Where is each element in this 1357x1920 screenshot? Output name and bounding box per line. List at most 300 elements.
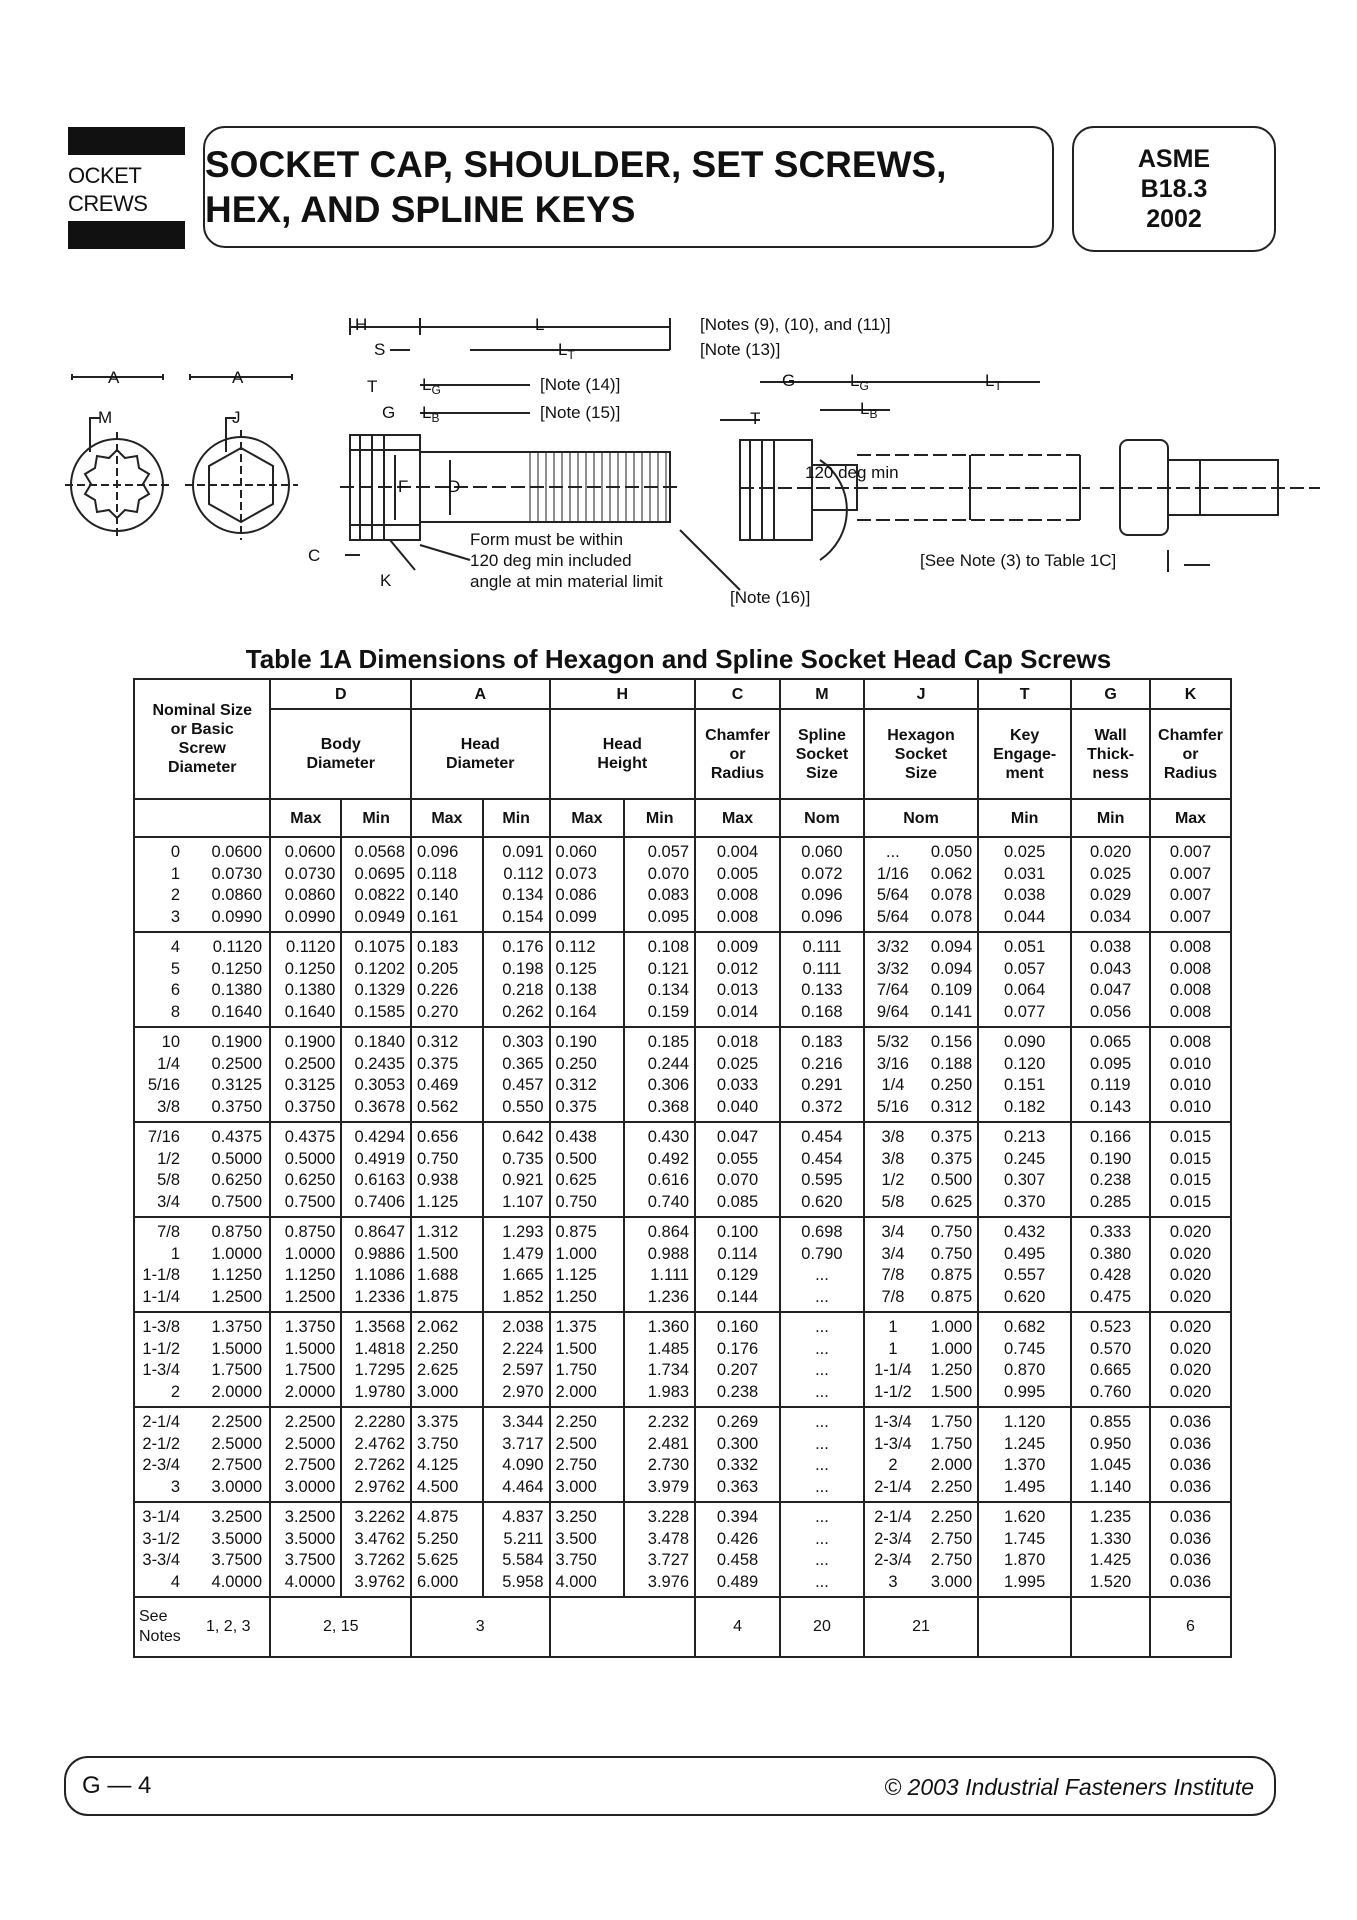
- cell-value: 0.489: [716, 1572, 759, 1591]
- hex-fraction: 3/8: [881, 1149, 905, 1168]
- cell-value: 0.198: [502, 959, 544, 978]
- cell-value: 0.015: [1169, 1149, 1212, 1168]
- cell-value: 0.950: [1089, 1434, 1132, 1453]
- table-cell: [624, 1502, 695, 1597]
- cell-value: 1.125: [555, 1266, 597, 1284]
- table-cell: [341, 1217, 411, 1312]
- see-notes-h: [550, 1597, 696, 1657]
- cell-value: 2.597: [502, 1361, 544, 1379]
- cell-value: 0.096: [801, 907, 843, 926]
- cell-value: 0.111: [802, 959, 842, 978]
- cell-value: 5.584: [502, 1551, 544, 1569]
- fig-label-lb2-sub: B: [869, 407, 878, 421]
- hex-decimal: 0.500: [930, 1171, 973, 1189]
- sub-a-max: Max: [411, 799, 483, 837]
- cell-value: 4.837: [502, 1508, 544, 1526]
- cell-value: 0.096: [417, 843, 459, 861]
- fig-label-lb2-main: L: [860, 399, 870, 418]
- cell-value: 1.107: [502, 1192, 544, 1211]
- fig-label-t: T: [367, 377, 378, 396]
- cell-value: 1.495: [1004, 1477, 1046, 1496]
- cell-value: 5.958: [502, 1572, 544, 1591]
- cell-value: 0.0568: [354, 843, 405, 861]
- cell-value: 5.250: [417, 1529, 459, 1548]
- cell-value: 0.008: [1169, 981, 1212, 999]
- sub-g-min: Min: [1071, 799, 1150, 837]
- cell-value: 0.312: [555, 1076, 597, 1094]
- hex-decimal: 0.094: [930, 938, 973, 956]
- cell-value: 0.0949: [354, 907, 405, 926]
- table-cell: [624, 1312, 695, 1407]
- cell-value: 0.134: [647, 981, 690, 999]
- cell-value: 0.370: [1004, 1192, 1046, 1211]
- fig-label-s: S: [374, 340, 386, 359]
- cell-value: 1.734: [647, 1361, 690, 1379]
- cell-value: 3.7500: [284, 1551, 336, 1569]
- cell-value: 2.232: [647, 1413, 690, 1431]
- cell-value: 0.1840: [354, 1033, 405, 1051]
- hex-fraction: 1-3/4: [874, 1413, 912, 1431]
- basic-diameter: 3.5000: [211, 1529, 262, 1548]
- cell-value: 0.070: [716, 1171, 759, 1189]
- basic-diameter: 3.7500: [211, 1551, 262, 1569]
- hex-decimal: 0.050: [930, 843, 973, 861]
- cell-value: 3.228: [647, 1508, 690, 1526]
- col-name-hexagon-socket: Hexagon Socket Size: [864, 709, 978, 799]
- table-cell: [1071, 932, 1150, 1027]
- fig-form-note-1: Form must be within: [470, 530, 624, 549]
- basic-diameter: 1.3750: [211, 1318, 262, 1336]
- table-cell: [864, 1312, 978, 1407]
- cell-value: 0.091: [502, 843, 544, 861]
- cell-value: 0.034: [1089, 907, 1132, 926]
- table-cell: [624, 837, 695, 932]
- cell-value: 0.380: [1089, 1244, 1132, 1263]
- basic-diameter: 0.0730: [211, 864, 262, 883]
- cell-value: 0.375: [417, 1054, 459, 1073]
- nominal-size: 1-1/4: [142, 1287, 180, 1306]
- cell-value: 0.495: [1004, 1244, 1046, 1263]
- table-cell: [270, 1312, 341, 1407]
- page-number: G — 4: [82, 1772, 152, 1799]
- nominal-size-cell: [134, 1312, 270, 1407]
- table-cell: [978, 1502, 1071, 1597]
- table-cell: [1150, 1217, 1231, 1312]
- cell-value: 0.625: [555, 1171, 597, 1189]
- cell-value: 1.485: [647, 1339, 690, 1358]
- nominal-size: 1: [170, 1244, 180, 1263]
- cell-value: 2.2500: [284, 1413, 336, 1431]
- fig-label-t2: T: [750, 409, 761, 428]
- cell-value: 0.008: [1169, 959, 1212, 978]
- table-cell: [270, 1027, 341, 1122]
- section-tab-bar-bottom: [68, 221, 185, 249]
- nominal-size: 5/16: [147, 1076, 180, 1094]
- cell-value: 0.020: [1089, 843, 1132, 861]
- cell-value: 3.5000: [284, 1529, 336, 1548]
- fig-note-14: [Note (14)]: [540, 375, 621, 394]
- cell-value: 1.750: [555, 1361, 597, 1379]
- nominal-header-line2: or Basic: [170, 721, 234, 738]
- cell-value: 4.090: [502, 1456, 544, 1474]
- basic-diameter: 4.0000: [211, 1572, 262, 1591]
- cell-value: 3.000: [417, 1382, 459, 1401]
- cell-value: 6.000: [417, 1572, 459, 1591]
- cell-value: 2.9762: [354, 1477, 405, 1496]
- hex-fraction: 7/64: [876, 981, 909, 999]
- sub-j-nom: Nom: [864, 799, 978, 837]
- cell-value: 0.244: [647, 1054, 690, 1073]
- hex-fraction: 1: [888, 1339, 898, 1358]
- cell-value: 0.1640: [284, 1002, 336, 1021]
- hex-decimal: 0.625: [930, 1192, 973, 1211]
- cell-value: 0.065: [1089, 1033, 1132, 1051]
- fig-label-h: H: [355, 315, 368, 334]
- cell-value: ...: [815, 1529, 829, 1548]
- table-cell: [978, 1407, 1071, 1502]
- table-cell: [624, 1217, 695, 1312]
- see-notes-t: [978, 1597, 1071, 1657]
- cell-value: 4.0000: [284, 1572, 336, 1591]
- cell-value: 1.245: [1004, 1434, 1046, 1453]
- nominal-size: 6: [170, 981, 180, 999]
- cell-value: 0.570: [1089, 1339, 1132, 1358]
- table-cell: [695, 1502, 780, 1597]
- cell-value: 3.500: [555, 1529, 597, 1548]
- cell-value: 3.9762: [354, 1572, 405, 1591]
- cell-value: 0.154: [502, 907, 544, 926]
- cell-value: 0.750: [555, 1192, 597, 1211]
- hex-fraction: 5/32: [876, 1033, 909, 1051]
- sub-d-min: Min: [341, 799, 411, 837]
- cell-value: 0.270: [417, 1002, 459, 1021]
- cell-value: 0.134: [502, 886, 544, 904]
- cell-value: 0.007: [1169, 843, 1212, 861]
- cell-value: 0.112: [503, 864, 544, 883]
- cell-value: 1.500: [555, 1339, 597, 1358]
- table-cell: [550, 837, 625, 932]
- cell-value: 3.000: [555, 1477, 597, 1496]
- table-cell: [1150, 1502, 1231, 1597]
- hex-fraction: 7/8: [881, 1266, 905, 1284]
- nominal-blank: [134, 799, 270, 837]
- col-letter-j: J: [864, 679, 978, 709]
- fig-form-note-3: angle at min material limit: [470, 572, 663, 591]
- cell-value: 0.166: [1089, 1128, 1132, 1146]
- cell-value: 0.332: [716, 1456, 759, 1474]
- cell-value: 0.073: [555, 864, 597, 883]
- table-cell: [780, 1122, 864, 1217]
- cell-value: 0.161: [417, 907, 459, 926]
- basic-diameter: 0.0990: [211, 907, 262, 926]
- hex-fraction: 3/4: [881, 1244, 905, 1263]
- basic-diameter: 0.1120: [212, 938, 262, 956]
- hex-fraction: 5/16: [876, 1097, 909, 1116]
- cell-value: 0.2435: [354, 1054, 405, 1073]
- cell-value: 0.557: [1004, 1266, 1046, 1284]
- cell-value: 1.330: [1089, 1529, 1132, 1548]
- fig-label-d: D: [448, 477, 461, 496]
- header-names-row: [134, 709, 1231, 799]
- cell-value: 0.010: [1169, 1076, 1212, 1094]
- hex-fraction: 1-1/2: [874, 1382, 912, 1401]
- cell-value: 0.020: [1169, 1339, 1212, 1358]
- cell-value: 3.375: [417, 1413, 459, 1431]
- basic-diameter: 0.3750: [211, 1097, 262, 1116]
- cell-value: 0.1329: [354, 981, 405, 999]
- table-cell: [1071, 1027, 1150, 1122]
- cell-value: 0.458: [716, 1551, 759, 1569]
- table-cell: [483, 1217, 550, 1312]
- table-cell: [978, 1027, 1071, 1122]
- cell-value: 3.2262: [354, 1508, 405, 1526]
- hex-decimal: 2.750: [930, 1551, 973, 1569]
- nominal-size: 8: [170, 1002, 180, 1021]
- cell-value: 0.864: [647, 1223, 690, 1241]
- cell-value: 2.2280: [354, 1413, 405, 1431]
- cell-value: 0.168: [801, 1002, 843, 1021]
- hex-fraction: 2-3/4: [874, 1551, 912, 1569]
- table-cell: [1150, 1027, 1231, 1122]
- cell-value: 0.040: [716, 1097, 759, 1116]
- col-name-head-height: Head Height: [550, 709, 696, 799]
- nominal-size-cell: [134, 1407, 270, 1502]
- hex-decimal: 0.375: [930, 1128, 973, 1146]
- sub-c-max: Max: [695, 799, 780, 837]
- fig-label-lg-main: L: [422, 375, 432, 394]
- cell-value: 2.250: [555, 1413, 597, 1431]
- header-letters-row: [134, 679, 1231, 709]
- table-body: [134, 837, 1231, 1597]
- cell-value: 0.855: [1089, 1413, 1132, 1431]
- table-cell: [270, 1407, 341, 1502]
- nominal-size: 1-3/8: [142, 1318, 180, 1336]
- cell-value: 0.1585: [354, 1002, 405, 1021]
- cell-value: 1.360: [647, 1318, 690, 1336]
- nominal-size-cell: [134, 1122, 270, 1217]
- cell-value: 0.020: [1169, 1382, 1212, 1401]
- section-tab-line2: CREWS: [68, 191, 148, 216]
- fig-label-j: J: [232, 408, 241, 427]
- fig-label-lt-sub: T: [567, 348, 575, 362]
- hex-fraction: 3/16: [876, 1054, 909, 1073]
- cell-value: 0.642: [502, 1128, 544, 1146]
- table-cell: [780, 1502, 864, 1597]
- cell-value: 0.656: [417, 1128, 459, 1146]
- cell-value: 4.875: [417, 1508, 459, 1526]
- nominal-size: 4: [170, 938, 180, 956]
- hex-decimal: 0.875: [930, 1266, 973, 1284]
- col-name-head-diameter: Head Diameter: [411, 709, 550, 799]
- see-notes-g: [1071, 1597, 1150, 1657]
- cell-value: 0.183: [801, 1033, 843, 1051]
- cell-value: 0.216: [801, 1054, 843, 1073]
- cell-value: 1.0000: [284, 1244, 336, 1263]
- cell-value: 0.164: [555, 1002, 597, 1021]
- cell-value: 1.9780: [354, 1382, 405, 1401]
- cell-value: 0.870: [1004, 1361, 1046, 1379]
- hex-decimal: 1.500: [930, 1382, 973, 1401]
- nominal-size: 10: [161, 1033, 180, 1051]
- cell-value: 0.665: [1089, 1361, 1132, 1379]
- basic-diameter: 0.3125: [211, 1076, 262, 1094]
- table-cell: [1071, 1312, 1150, 1407]
- cell-value: 0.036: [1169, 1413, 1212, 1431]
- cell-value: 0.036: [1169, 1551, 1212, 1569]
- hex-decimal: 1.000: [930, 1318, 973, 1336]
- cell-value: 1.479: [502, 1244, 544, 1263]
- table-cell: [483, 1122, 550, 1217]
- fig-label-lt2: [985, 371, 1002, 393]
- table-cell: [695, 932, 780, 1027]
- nominal-size: 5: [170, 959, 180, 978]
- cell-value: 0.312: [417, 1033, 459, 1051]
- nominal-size: 1/4: [157, 1054, 180, 1073]
- cell-value: 0.0695: [354, 864, 405, 883]
- table-cell: [1071, 1217, 1150, 1312]
- nominal-size: 3-1/4: [142, 1508, 180, 1526]
- col-name-key-engagement: Key Engage- ment: [978, 709, 1071, 799]
- table-cell: [550, 932, 625, 1027]
- cell-value: 0.938: [417, 1171, 459, 1189]
- table-cell: [978, 1122, 1071, 1217]
- table-cell: [483, 1502, 550, 1597]
- nominal-size: 0: [170, 843, 180, 861]
- table-cell: [411, 932, 483, 1027]
- fig-label-m: M: [98, 408, 113, 427]
- cell-value: 0.036: [1169, 1477, 1212, 1496]
- basic-diameter: 3.2500: [211, 1508, 262, 1526]
- table-cell: [978, 1312, 1071, 1407]
- nominal-size: 1-1/8: [142, 1266, 180, 1284]
- basic-diameter: 0.1900: [211, 1033, 262, 1051]
- hex-decimal: 0.875: [930, 1287, 973, 1306]
- standard-line1: ASME: [1137, 145, 1211, 173]
- hex-fraction: ...: [886, 843, 900, 861]
- table-cell: [341, 1027, 411, 1122]
- cell-value: 0.8647: [354, 1223, 405, 1241]
- table-cell: [1150, 1407, 1231, 1502]
- cell-value: 1.000: [555, 1244, 597, 1263]
- cell-value: 0.144: [716, 1287, 759, 1306]
- cell-value: 0.550: [502, 1097, 544, 1116]
- cell-value: 0.090: [1004, 1033, 1046, 1051]
- table-cell: [550, 1407, 625, 1502]
- cell-value: 0.190: [1089, 1149, 1132, 1168]
- fig-note-15: [Note (15)]: [540, 403, 621, 422]
- table-cell: [341, 837, 411, 932]
- cell-value: 0.185: [647, 1033, 690, 1051]
- cell-value: 0.760: [1089, 1382, 1132, 1401]
- table-cell: [978, 932, 1071, 1027]
- cell-value: 0.7500: [284, 1192, 336, 1211]
- cell-value: ...: [815, 1339, 829, 1358]
- cell-value: 1.375: [555, 1318, 597, 1336]
- cell-value: 0.921: [502, 1171, 544, 1189]
- cell-value: 3.7262: [354, 1551, 405, 1569]
- cell-value: 0.1900: [284, 1033, 336, 1051]
- table-row-group: [134, 1217, 1231, 1312]
- see-notes-j: 21: [864, 1597, 978, 1657]
- table-cell: [483, 1312, 550, 1407]
- cell-value: 0.025: [1089, 864, 1132, 883]
- standard-line3: 2002: [1146, 205, 1202, 233]
- fig-see-note-3: [See Note (3) to Table 1C]: [920, 551, 1117, 570]
- cell-value: 1.3750: [284, 1318, 336, 1336]
- cell-value: 0.620: [801, 1192, 843, 1211]
- col-name-chamfer-k: Chamfer or Radius: [1150, 709, 1231, 799]
- cell-value: 0.469: [417, 1076, 459, 1094]
- cell-value: 0.995: [1004, 1382, 1046, 1401]
- cell-value: 0.4919: [354, 1149, 405, 1168]
- cell-value: 3.976: [647, 1572, 690, 1591]
- hex-fraction: 1: [888, 1318, 898, 1336]
- table-cell: [1150, 837, 1231, 932]
- hex-fraction: 1/2: [881, 1171, 905, 1189]
- cell-value: 0.020: [1169, 1287, 1212, 1306]
- hex-decimal: 1.250: [930, 1361, 973, 1379]
- cell-value: 2.0000: [284, 1382, 336, 1401]
- cell-value: 2.250: [417, 1339, 459, 1358]
- table-cell: [978, 1217, 1071, 1312]
- basic-diameter: 1.7500: [211, 1361, 262, 1379]
- standard-badge: [1072, 126, 1276, 252]
- cell-value: 0.033: [716, 1076, 759, 1094]
- cell-value: 0.262: [502, 1002, 544, 1021]
- nominal-size: 1-1/2: [142, 1339, 180, 1358]
- hex-decimal: 0.750: [930, 1223, 973, 1241]
- cell-value: 2.970: [502, 1382, 544, 1401]
- table-cell: [864, 1027, 978, 1122]
- table-cell: [780, 837, 864, 932]
- cell-value: 1.500: [417, 1244, 459, 1263]
- cell-value: 2.750: [555, 1456, 597, 1474]
- hex-fraction: 2-3/4: [874, 1529, 912, 1548]
- nominal-size: 1: [170, 864, 180, 883]
- cell-value: 0.038: [1089, 938, 1132, 956]
- cell-value: ...: [815, 1318, 829, 1336]
- cell-value: 0.988: [647, 1244, 690, 1263]
- see-notes-row: [134, 1597, 1231, 1657]
- see-notes-a: 3: [411, 1597, 550, 1657]
- cell-value: 0.121: [647, 959, 690, 978]
- fig-label-lb: [422, 403, 439, 425]
- cell-value: 0.008: [1169, 938, 1212, 956]
- cell-value: 0.3053: [354, 1076, 405, 1094]
- cell-value: 1.745: [1004, 1529, 1046, 1548]
- cell-value: 0.111: [802, 938, 842, 956]
- cell-value: 0.333: [1089, 1223, 1132, 1241]
- cell-value: 2.062: [417, 1318, 459, 1336]
- table-cell: [341, 932, 411, 1027]
- hex-decimal: 3.000: [930, 1572, 973, 1591]
- table-cell: [483, 932, 550, 1027]
- cell-value: 1.425: [1089, 1551, 1132, 1569]
- fig-label-lg2: [850, 371, 869, 393]
- header-minmax-row: [134, 799, 1231, 837]
- cell-value: 0.129: [716, 1266, 759, 1284]
- cell-value: 0.020: [1169, 1361, 1212, 1379]
- cell-value: 1.5000: [284, 1339, 336, 1358]
- table-cell: [341, 1312, 411, 1407]
- cell-value: 1.045: [1089, 1456, 1132, 1474]
- basic-diameter: 3.0000: [211, 1477, 262, 1496]
- cell-value: 0.160: [716, 1318, 759, 1336]
- hex-socket-end-view: [185, 374, 298, 540]
- cell-value: 0.1075: [354, 938, 405, 956]
- cell-value: 0.1202: [354, 959, 405, 978]
- fig-note-16: [Note (16)]: [730, 588, 811, 607]
